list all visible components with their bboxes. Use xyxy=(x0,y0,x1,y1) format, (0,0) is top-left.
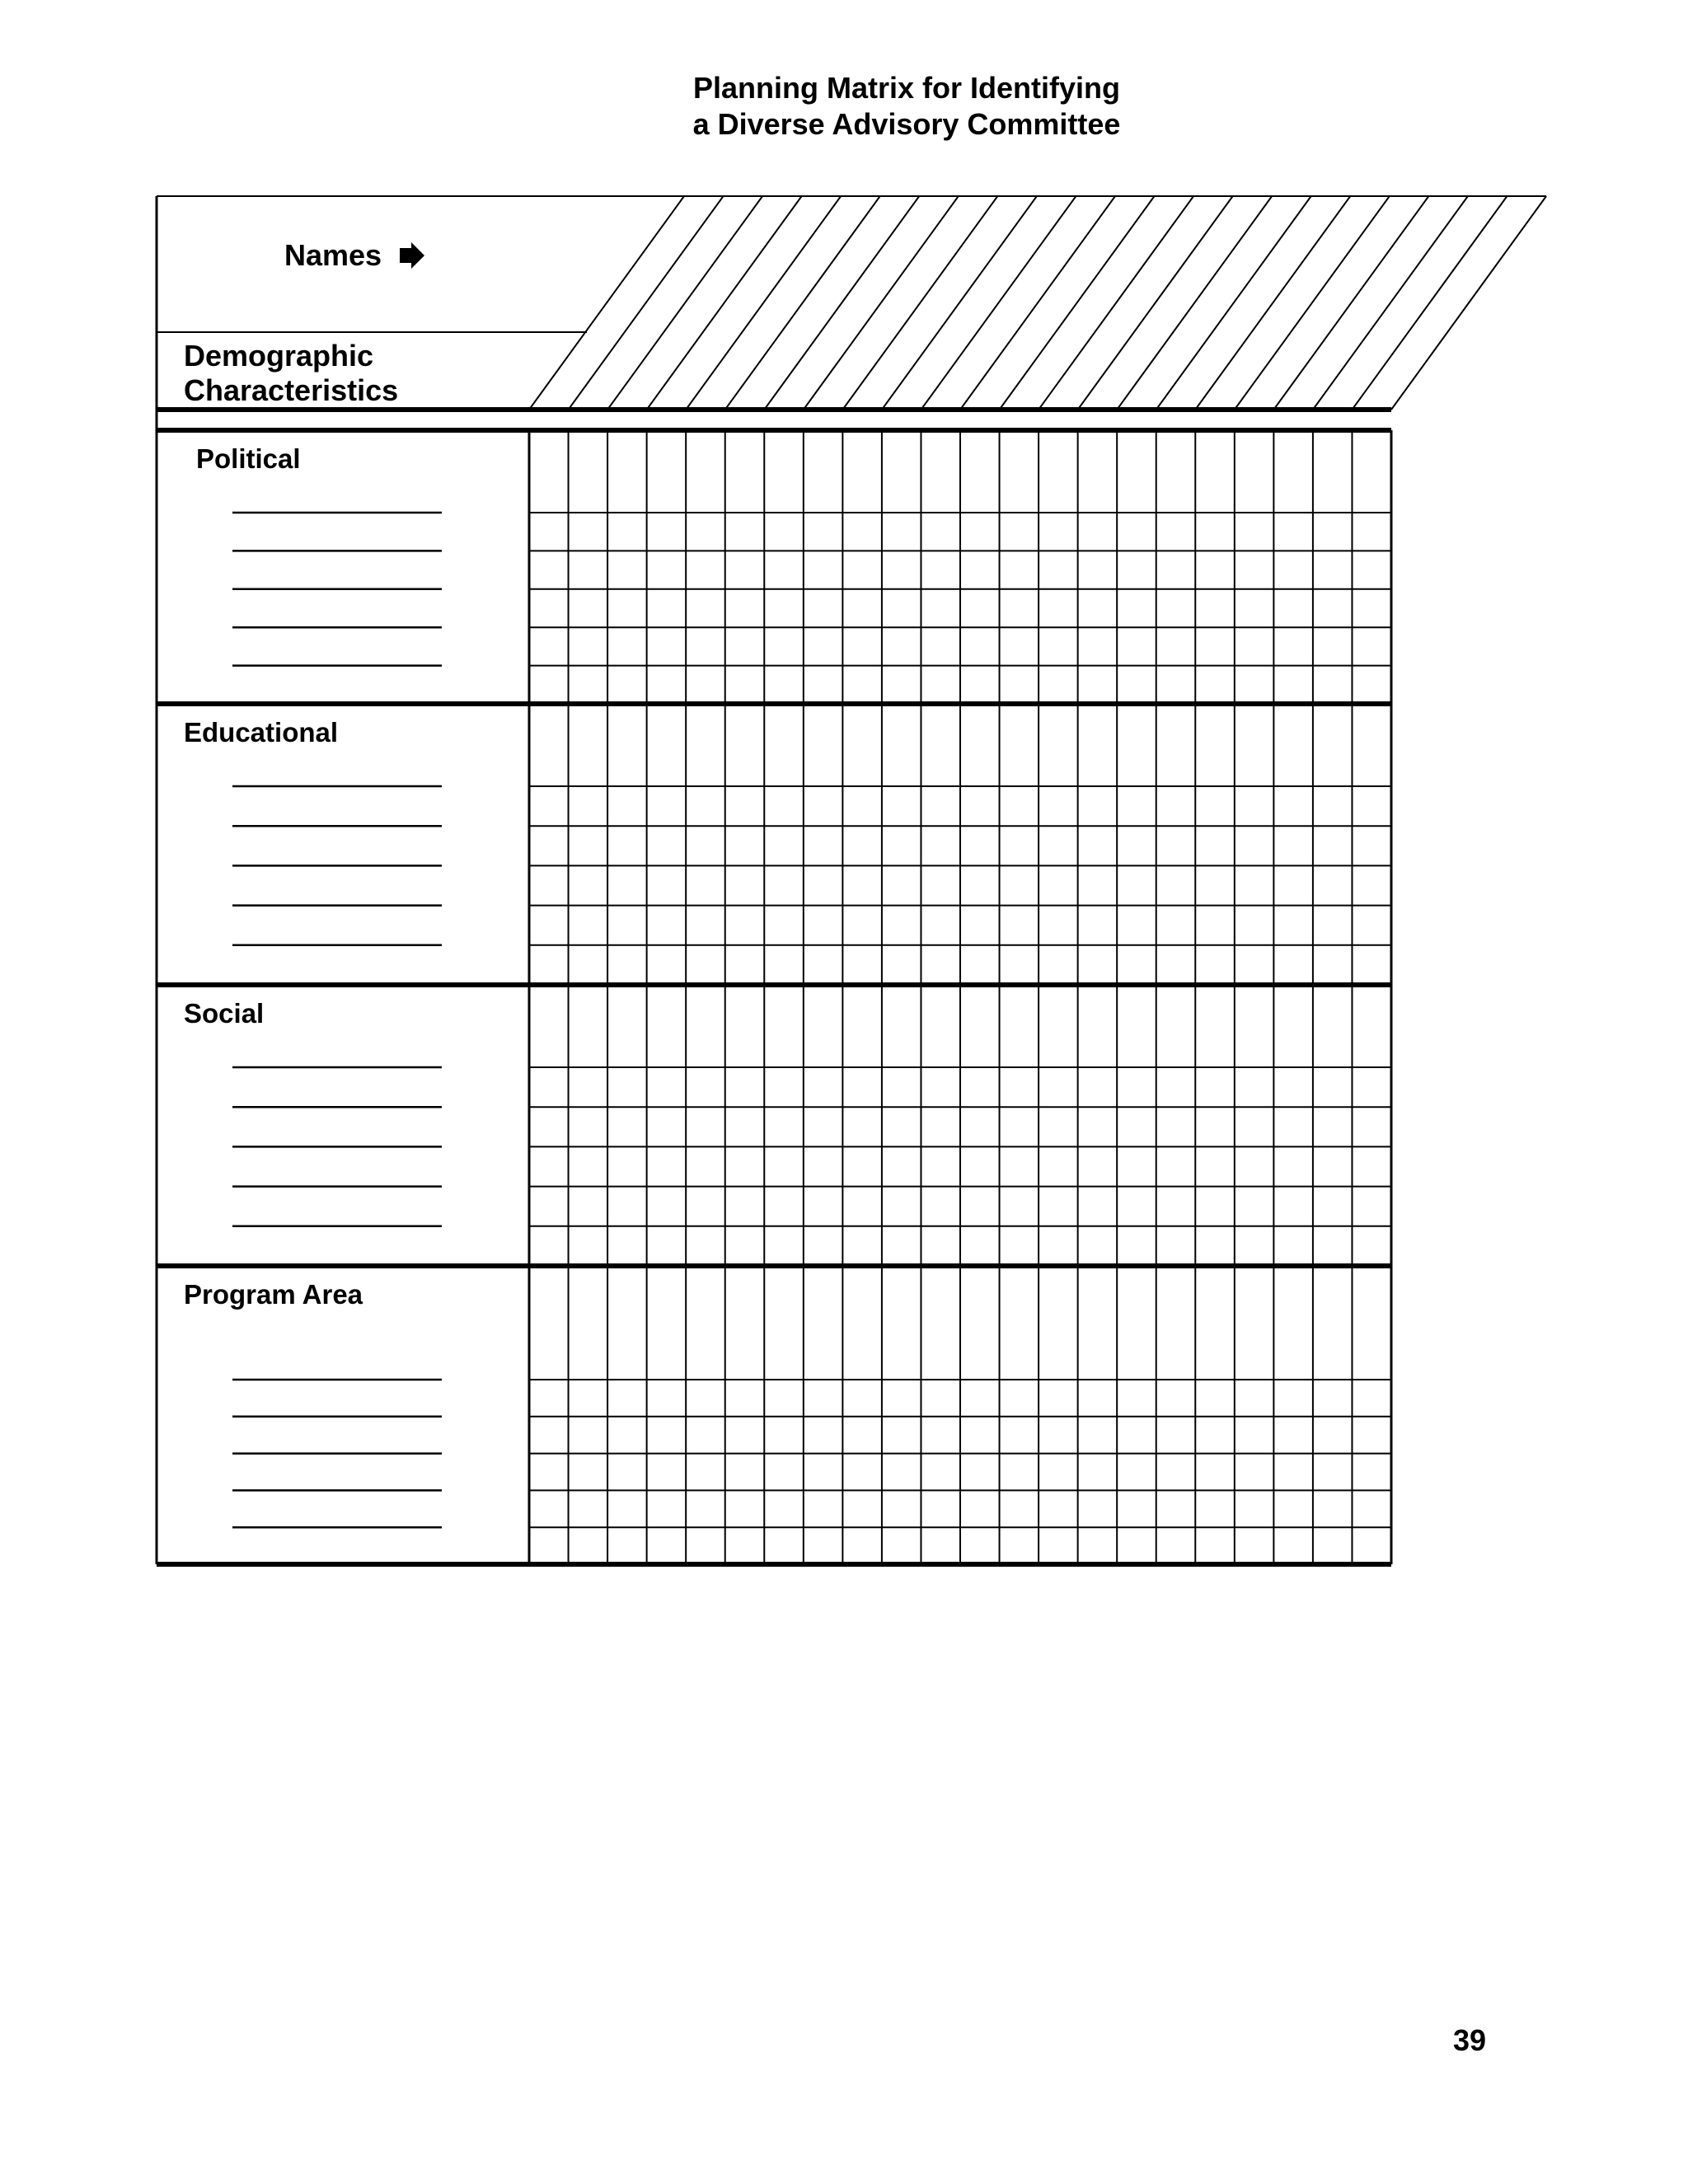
demographic-label-line-2: Characteristics xyxy=(184,373,399,407)
name-slot-line xyxy=(804,196,959,410)
name-slot-line xyxy=(1000,196,1155,410)
section-label: Program Area xyxy=(184,1279,363,1310)
name-slot-line xyxy=(1156,196,1311,410)
name-slot-line xyxy=(569,196,724,410)
name-slot-line xyxy=(764,196,919,410)
name-slot-line xyxy=(1352,196,1507,410)
name-slot-line xyxy=(529,196,684,410)
name-slot-line xyxy=(1391,196,1546,410)
name-slot-line xyxy=(1195,196,1350,410)
section-label: Political xyxy=(196,443,301,474)
name-slot-line xyxy=(1313,196,1468,410)
section-political xyxy=(157,430,1391,704)
title-line-1: Planning Matrix for Identifying xyxy=(692,71,1120,105)
name-slot-line xyxy=(607,196,762,410)
name-slot-line xyxy=(1235,196,1390,410)
section-social xyxy=(157,985,1391,1266)
name-slot-line xyxy=(1078,196,1233,410)
section-educational xyxy=(157,704,1391,985)
name-slot-line xyxy=(1273,196,1428,410)
title-line-2: a Diverse Advisory Committee xyxy=(692,107,1121,141)
name-slot-line xyxy=(647,196,802,410)
right-arrow-icon xyxy=(400,242,424,269)
name-slot-line xyxy=(921,196,1076,410)
name-entry-slots xyxy=(529,196,1546,410)
matrix-sections xyxy=(157,430,1391,1564)
name-slot-line xyxy=(882,196,1037,410)
section-program-area xyxy=(157,1266,1391,1564)
name-slot-line xyxy=(686,196,841,410)
section-label: Social xyxy=(184,998,265,1029)
names-label: Names xyxy=(284,238,382,272)
matrix-header xyxy=(184,238,424,407)
name-slot-line xyxy=(1039,196,1193,410)
page-number: 39 xyxy=(1452,2023,1486,2057)
name-slot-line xyxy=(842,196,997,410)
name-slot-line xyxy=(1117,196,1272,410)
name-slot-line xyxy=(960,196,1115,410)
demographic-label-line-1: Demographic xyxy=(184,339,374,373)
name-slot-line xyxy=(725,196,880,410)
section-label: Educational xyxy=(184,717,339,748)
